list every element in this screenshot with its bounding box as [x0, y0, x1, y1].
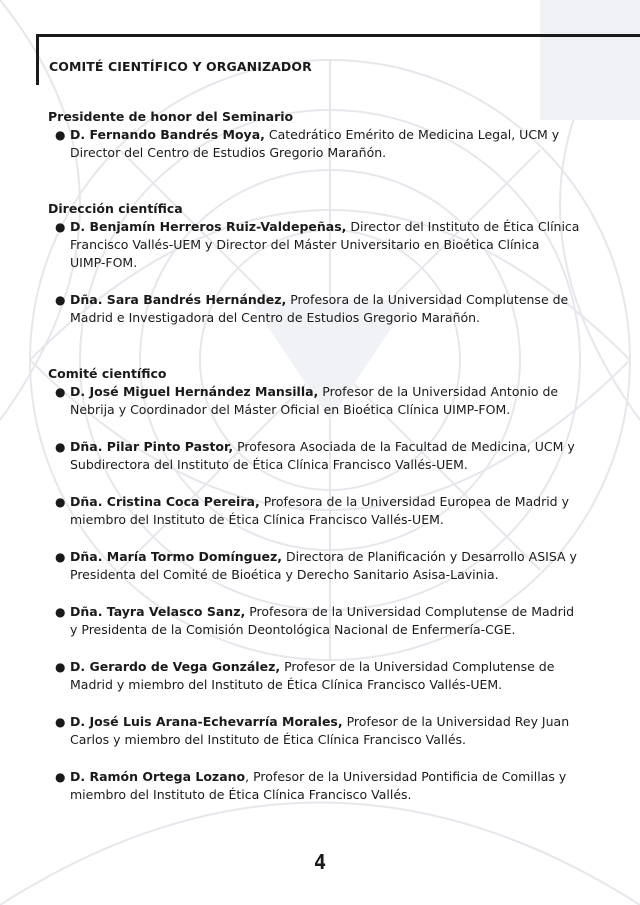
list-item — [48, 291, 608, 327]
member-description: UIMP-FOM. — [70, 255, 138, 270]
member-description: Profesora de la Universidad Complutense de — [290, 292, 569, 307]
section-honorary-president — [48, 108, 608, 162]
member-list — [48, 126, 608, 162]
member-description: y Presidenta de la Comisión Deontológica Nacional de Enfermería-CGE. — [70, 622, 516, 637]
list-item — [48, 768, 608, 804]
bullet-icon: ● — [55, 128, 66, 142]
member-name: Dña. María Tormo Domínguez, — [70, 549, 283, 564]
list-item — [48, 658, 608, 694]
section-scientific-direction — [48, 200, 608, 327]
member-description: Francisco Vallés-UEM y Director del Máster Universitario en Bioética Clínica — [70, 237, 540, 252]
member-description: Madrid e Investigadora del Centro de Estudios Gregorio Marañón. — [70, 310, 481, 325]
section-scientific-committee — [48, 365, 608, 804]
bullet-icon: ● — [55, 385, 66, 399]
bullet-icon: ● — [55, 715, 66, 729]
member-name: D. Fernando Bandrés Moya, — [70, 127, 265, 142]
member-description: Subdirectora del Instituto de Ética Clínica Francisco Vallés-UEM. — [70, 457, 468, 472]
list-item — [48, 493, 608, 529]
member-description: Director del Centro de Estudios Gregorio Marañón. — [70, 145, 387, 160]
member-description: Catedrático Emérito de Medicina Legal, UCM y — [268, 127, 560, 142]
bullet-icon: ● — [55, 440, 66, 454]
bullet-icon: ● — [55, 293, 66, 307]
member-name: Dña. Cristina Coca Pereira, — [70, 494, 260, 509]
bullet-icon: ● — [55, 770, 66, 784]
member-description: Presidenta del Comité de Bioética y Derecho Sanitario Asisa-Lavinia. — [70, 567, 499, 582]
list-item — [48, 603, 608, 639]
member-name: D. José Miguel Hernández Mansilla, — [70, 384, 319, 399]
page-number: 4 — [313, 850, 327, 874]
member-name: Dña. Pilar Pinto Pastor, — [70, 439, 234, 454]
page-title: COMITÉ CIENTÍFICO Y ORGANIZADOR — [49, 59, 312, 74]
member-description: Profesora de la Universidad Europea de Madrid y — [263, 494, 569, 509]
member-name: D. José Luis Arana-Echevarría Morales, — [70, 714, 343, 729]
list-item — [48, 548, 608, 584]
member-name: D. Gerardo de Vega González, — [70, 659, 281, 674]
bullet-icon: ● — [55, 550, 66, 564]
list-item — [48, 438, 608, 474]
list-item — [48, 218, 608, 272]
list-item — [48, 126, 608, 162]
list-item — [48, 383, 608, 419]
member-name: D. Benjamín Herreros Ruiz-Valdepeñas, — [70, 219, 347, 234]
member-description: miembro del Instituto de Ética Clínica Francisco Vallés-UEM. — [70, 512, 444, 527]
member-description: Director del Instituto de Ética Clínica — [350, 219, 580, 234]
member-name: Dña. Tayra Velasco Sanz, — [70, 604, 246, 619]
committee-content — [48, 108, 608, 804]
member-list — [48, 218, 608, 327]
bullet-icon: ● — [55, 495, 66, 509]
member-name: D. Ramón Ortega Lozano — [70, 769, 246, 784]
section-heading: Dirección científica — [48, 201, 183, 216]
member-name: Dña. Sara Bandrés Hernández, — [70, 292, 287, 307]
member-description: Directora de Planificación y Desarrollo ASISA y — [286, 549, 577, 564]
bullet-icon: ● — [55, 660, 66, 674]
section-heading: Presidente de honor del Seminario — [48, 109, 294, 124]
list-item — [48, 713, 608, 749]
bullet-icon: ● — [55, 605, 66, 619]
member-description: Carlos y miembro del Instituto de Ética Clínica Francisco Vallés. — [70, 732, 467, 747]
member-description: Madrid y miembro del Instituto de Ética Clínica Francisco Vallés-UEM. — [70, 677, 503, 692]
member-description: Profesor de la Universidad Antonio de — [322, 384, 559, 399]
member-description: miembro del Instituto de Ética Clínica Francisco Vallés. — [70, 787, 412, 802]
member-description: , Profesor de la Universidad Pontificia de Comillas y — [245, 769, 567, 784]
member-list — [48, 383, 608, 804]
member-description: Profesor de la Universidad Rey Juan — [346, 714, 570, 729]
section-heading: Comité científico — [48, 366, 167, 381]
member-description: Profesora de la Universidad Complutense de Madrid — [249, 604, 575, 619]
member-description: Profesor de la Universidad Complutense de — [284, 659, 555, 674]
member-description: Profesora Asociada de la Facultad de Medicina, UCM y — [237, 439, 575, 454]
member-description: Nebrija y Coordinador del Máster Oficial en Bioética Clínica UIMP-FOM. — [70, 402, 511, 417]
bullet-icon: ● — [55, 220, 66, 234]
